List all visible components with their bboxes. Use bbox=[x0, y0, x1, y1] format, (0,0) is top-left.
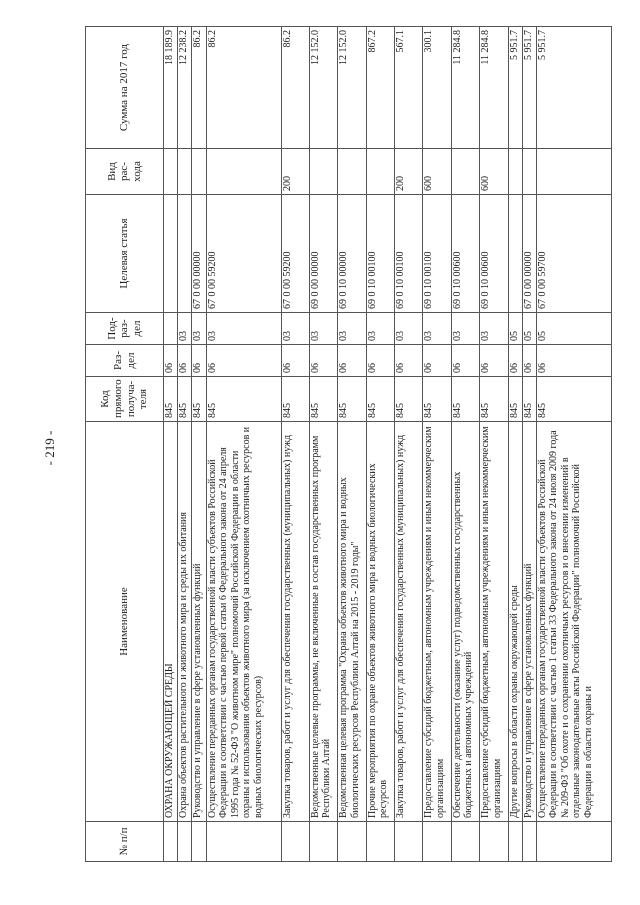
table-row bbox=[164, 27, 178, 862]
cell-name: Руководство и управление в сфере установленных функций bbox=[192, 422, 206, 822]
cell-vid: 200 bbox=[281, 149, 309, 195]
cell-num bbox=[522, 822, 536, 862]
cell-num bbox=[164, 822, 178, 862]
cell-razdel: 06 bbox=[423, 345, 451, 377]
header-vid: Вид рас- хода bbox=[86, 149, 164, 195]
cell-podrazdel: 03 bbox=[309, 313, 337, 345]
cell-razdel: 06 bbox=[480, 345, 508, 377]
cell-podrazdel: 05 bbox=[522, 313, 536, 345]
table-row bbox=[178, 27, 192, 862]
cell-sum: 300.1 bbox=[423, 27, 451, 149]
cell-podrazdel: 03 bbox=[338, 313, 366, 345]
header-code: Код прямого получа- теля bbox=[86, 377, 164, 422]
cell-razdel: 06 bbox=[164, 345, 178, 377]
cell-article: 67 0 00 59200 bbox=[206, 195, 281, 313]
cell-article bbox=[508, 195, 522, 313]
cell-podrazdel: 05 bbox=[536, 313, 611, 345]
cell-num bbox=[338, 822, 366, 862]
cell-vid bbox=[192, 149, 206, 195]
cell-code: 845 bbox=[178, 377, 192, 422]
cell-sum: 12 152.0 bbox=[338, 27, 366, 149]
cell-name: Охрана объектов растительного и животного мира и среды их обитания bbox=[178, 422, 192, 822]
cell-name: Осуществление переданных органам государственной власти субъектов Российской Федерации в соответствии с частью первой статьи 6 Федерального закона от 24 апреля 1995 года № 52-ФЗ "О животном мире" полномочий Российской Федерации в области охраны и использования объектов животного мира (за исключением охотничьих ресурсов и водных биологических ресурсов) bbox=[206, 422, 281, 822]
cell-name: Другие вопросы в области охраны окружающей среды bbox=[508, 422, 522, 822]
cell-razdel: 06 bbox=[192, 345, 206, 377]
cell-razdel: 06 bbox=[395, 345, 423, 377]
table-row bbox=[192, 27, 206, 862]
cell-vid: 600 bbox=[423, 149, 451, 195]
header-sum: Сумма на 2017 год bbox=[86, 27, 164, 149]
cell-article: 69 0 10 00600 bbox=[480, 195, 508, 313]
cell-num bbox=[309, 822, 337, 862]
cell-sum: 5 951.7 bbox=[508, 27, 522, 149]
cell-vid bbox=[536, 149, 611, 195]
cell-vid: 600 bbox=[480, 149, 508, 195]
cell-razdel: 06 bbox=[178, 345, 192, 377]
cell-vid bbox=[451, 149, 479, 195]
cell-sum: 567.1 bbox=[395, 27, 423, 149]
cell-podrazdel: 03 bbox=[192, 313, 206, 345]
cell-code: 845 bbox=[522, 377, 536, 422]
cell-vid bbox=[522, 149, 536, 195]
cell-article: 69 0 10 00000 bbox=[338, 195, 366, 313]
cell-num bbox=[508, 822, 522, 862]
cell-num bbox=[395, 822, 423, 862]
header-razdel: Раз- дел bbox=[86, 345, 164, 377]
cell-razdel: 06 bbox=[522, 345, 536, 377]
cell-name: Предоставление субсидий бюджетным, автономным учреждениям и иным некоммерческим организациям bbox=[480, 422, 508, 822]
cell-name: Предоставление субсидий бюджетным, автономным учреждениям и иным некоммерческим организациям bbox=[423, 422, 451, 822]
cell-num bbox=[451, 822, 479, 862]
table-row bbox=[423, 27, 451, 862]
cell-razdel: 06 bbox=[366, 345, 394, 377]
header-podrazdel: Под- раз- дел bbox=[86, 313, 164, 345]
cell-article: 69 0 00 00000 bbox=[309, 195, 337, 313]
table-row bbox=[395, 27, 423, 862]
cell-num bbox=[423, 822, 451, 862]
table-row bbox=[451, 27, 479, 862]
cell-code: 845 bbox=[423, 377, 451, 422]
cell-code: 845 bbox=[338, 377, 366, 422]
cell-num bbox=[480, 822, 508, 862]
cell-name: Ведомственная целевая программа "Охрана объектов животного мира и водных биологических ресурсов Республики Алтай на 2015 - 2019 годы" bbox=[338, 422, 366, 822]
cell-podrazdel: 03 bbox=[423, 313, 451, 345]
cell-name: Ведомственные целевые программы, не включенные в состав государственных программ Республики Алтай bbox=[309, 422, 337, 822]
table-row bbox=[309, 27, 337, 862]
cell-name: Закупка товаров, работ и услуг для обеспечения государственных (муниципальных) нужд bbox=[395, 422, 423, 822]
cell-name: Обеспечение деятельности (оказание услуг) подведомственных государственных бюджетных и автономных учреждений bbox=[451, 422, 479, 822]
cell-razdel: 06 bbox=[508, 345, 522, 377]
cell-sum: 11 284.8 bbox=[451, 27, 479, 149]
cell-podrazdel: 03 bbox=[366, 313, 394, 345]
rotated-table-container bbox=[85, 27, 612, 862]
cell-vid bbox=[206, 149, 281, 195]
cell-sum: 867.2 bbox=[366, 27, 394, 149]
cell-vid bbox=[366, 149, 394, 195]
table-row bbox=[206, 27, 281, 862]
header-name: Наименование bbox=[86, 422, 164, 822]
page-number: - 219 - bbox=[42, 430, 57, 466]
cell-vid bbox=[309, 149, 337, 195]
table-row bbox=[522, 27, 536, 862]
cell-name: ОХРАНА ОКРУЖАЮЩЕЙ СРЕДЫ bbox=[164, 422, 178, 822]
cell-article: 67 0 00 59700 bbox=[536, 195, 611, 313]
budget-table bbox=[85, 26, 612, 862]
cell-name: Прочие мероприятия по охране объектов животного мира и водных биологических ресурсов bbox=[366, 422, 394, 822]
cell-sum: 5 951.7 bbox=[522, 27, 536, 149]
cell-article bbox=[178, 195, 192, 313]
cell-podrazdel: 03 bbox=[178, 313, 192, 345]
cell-num bbox=[366, 822, 394, 862]
cell-article: 67 0 00 59200 bbox=[281, 195, 309, 313]
cell-article: 69 0 10 00100 bbox=[423, 195, 451, 313]
cell-name: Закупка товаров, работ и услуг для обеспечения государственных (муниципальных) нужд bbox=[281, 422, 309, 822]
cell-sum: 12 152.0 bbox=[309, 27, 337, 149]
cell-sum: 86.2 bbox=[192, 27, 206, 149]
cell-podrazdel: 05 bbox=[508, 313, 522, 345]
cell-sum: 12 238.2 bbox=[178, 27, 192, 149]
cell-sum: 5 951.7 bbox=[536, 27, 611, 149]
cell-sum: 18 189.9 bbox=[164, 27, 178, 149]
table-body bbox=[164, 27, 612, 862]
cell-name: Руководство и управление в сфере установленных функций bbox=[522, 422, 536, 822]
cell-code: 845 bbox=[480, 377, 508, 422]
cell-num bbox=[178, 822, 192, 862]
cell-podrazdel: 03 bbox=[451, 313, 479, 345]
cell-article bbox=[164, 195, 178, 313]
cell-num bbox=[536, 822, 611, 862]
cell-razdel: 06 bbox=[451, 345, 479, 377]
cell-razdel: 06 bbox=[338, 345, 366, 377]
cell-vid bbox=[338, 149, 366, 195]
cell-vid bbox=[178, 149, 192, 195]
cell-razdel: 06 bbox=[536, 345, 611, 377]
cell-num bbox=[206, 822, 281, 862]
cell-article: 67 0 00 00000 bbox=[522, 195, 536, 313]
cell-sum: 86.2 bbox=[206, 27, 281, 149]
cell-code: 845 bbox=[451, 377, 479, 422]
table-row bbox=[508, 27, 522, 862]
cell-code: 845 bbox=[536, 377, 611, 422]
cell-razdel: 06 bbox=[309, 345, 337, 377]
cell-podrazdel: 03 bbox=[480, 313, 508, 345]
cell-vid: 200 bbox=[395, 149, 423, 195]
cell-podrazdel: 03 bbox=[395, 313, 423, 345]
cell-code: 845 bbox=[508, 377, 522, 422]
cell-article: 69 0 10 00100 bbox=[395, 195, 423, 313]
cell-code: 845 bbox=[281, 377, 309, 422]
cell-code: 845 bbox=[309, 377, 337, 422]
cell-podrazdel bbox=[164, 313, 178, 345]
header-num: № п/п bbox=[86, 822, 164, 862]
table-row bbox=[366, 27, 394, 862]
cell-num bbox=[281, 822, 309, 862]
cell-article: 69 0 10 00600 bbox=[451, 195, 479, 313]
header-article: Целевая статья bbox=[86, 195, 164, 313]
table-row bbox=[480, 27, 508, 862]
cell-sum: 11 284.8 bbox=[480, 27, 508, 149]
cell-razdel: 06 bbox=[206, 345, 281, 377]
cell-code: 845 bbox=[366, 377, 394, 422]
cell-razdel: 06 bbox=[281, 345, 309, 377]
cell-podrazdel: 03 bbox=[206, 313, 281, 345]
cell-code: 845 bbox=[192, 377, 206, 422]
cell-num bbox=[192, 822, 206, 862]
table-row bbox=[338, 27, 366, 862]
cell-podrazdel: 03 bbox=[281, 313, 309, 345]
cell-vid bbox=[508, 149, 522, 195]
cell-code: 845 bbox=[206, 377, 281, 422]
cell-code: 845 bbox=[395, 377, 423, 422]
cell-code: 845 bbox=[164, 377, 178, 422]
table-row bbox=[281, 27, 309, 862]
cell-name: Осуществление переданных органам государственной власти субъектов Российской Федерации в соответствии с частью 1 статьи 33 Федерального закона от 24 июля 2009 года № 209-ФЗ "Об охоте и о сохранении охотничьих ресурсов и о внесении изменений в отдельные законодательные акты Российской Федерации" полномочий Российской Федерации в области охраны и bbox=[536, 422, 611, 822]
cell-vid bbox=[164, 149, 178, 195]
cell-sum: 86.2 bbox=[281, 27, 309, 149]
table-row bbox=[536, 27, 611, 862]
cell-article: 67 0 00 00000 bbox=[192, 195, 206, 313]
cell-article: 69 0 10 00100 bbox=[366, 195, 394, 313]
table-header-row bbox=[86, 27, 164, 862]
